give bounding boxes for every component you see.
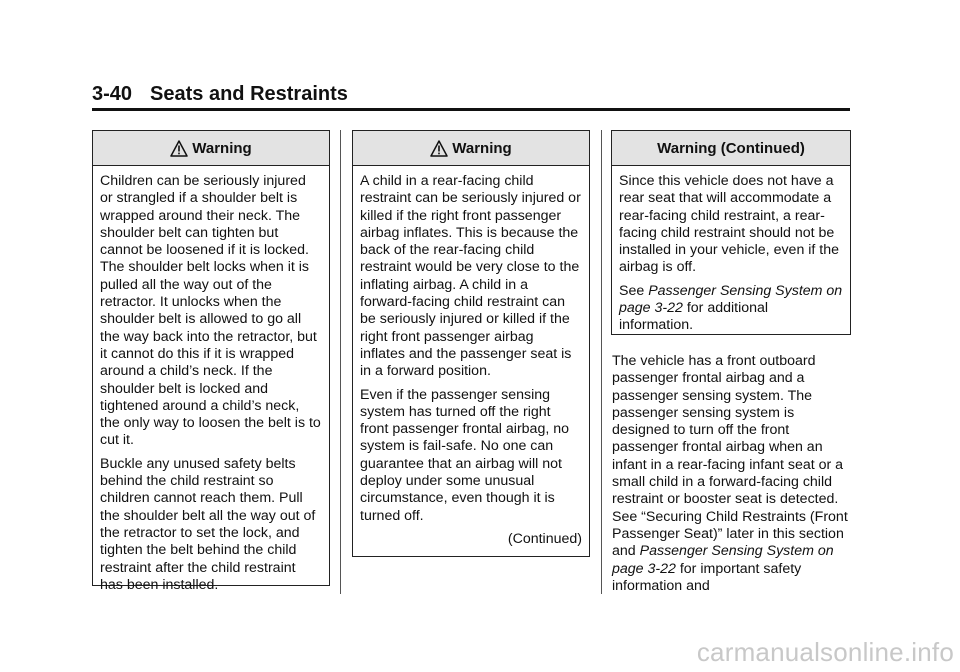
warning-1-paragraph-1: Children can be seriously injured or strangled if a shoulder belt is wrapped around their neck. The shoulder belt can tighten but cannot be loosened if it is locked. The shoulder belt locks when it is pulled all the way out of the retractor. It unlocks when the shoulder belt is allowed to go all the way back into the retractor, but it cannot do this if it is wrapped around a child’s neck. If the shoulder belt is locked and tightened around a child’s neck, the only way to loosen the belt is to cut it. [100,173,321,449]
body-text [612,353,852,595]
watermark: carmanualsonline.info [696,637,954,667]
warning-title-3: Warning (Continued) [657,139,805,157]
page-header [92,82,850,111]
warning-header-3 [612,131,850,166]
cross-reference-link[interactable]: Passenger Sensing System on page 3-22 [619,282,843,317]
reference-tail: for additional information. [619,300,769,334]
warning-3-paragraph-2 [619,283,843,335]
warning-title-1: Warning [192,139,252,157]
warning-2-paragraph-1: A child in a rear-facing child restraint can be seriously injured or killed if the right front passenger airbag inflates. This is because the back of the rear-facing child restraint would be very close to the inflating airbag. A child in a forward-facing child restraint can be seriously injured or killed if the right front passenger airbag inflates and the passenger seat is in a forward position. [360,173,581,380]
section-title: Seats and Restraints [150,83,348,105]
body-cross-reference-link[interactable]: Passenger Sensing System on page 3-22 [612,543,834,577]
warning-2-paragraph-2: Even if the passenger sensing system has turned off the right front passenger frontal airbag, no system is fail-safe. No one can guarantee that an airbag will not deploy under some unusual circumstance, even though it is turned off. [360,386,570,524]
body-paragraph [612,353,852,595]
warning-box-2 [352,130,590,557]
warning-box-1 [92,130,330,593]
body-text-2: for important safety information and [612,560,802,594]
warning-header-2 [353,131,589,166]
see-text: See [619,282,649,299]
warning-3-paragraph-1: Since this vehicle does not have a rear seat that will accommodate a rear-facing child restraint, a rear-facing child restraint should not be installed in your vehicle, even if the airbag is off. [619,173,840,276]
warning-1-paragraph-2: Buckle any unused safety belts behind the child restraint so children cannot reach them. Pull the shoulder belt all the way out of the retractor to set the lock, and tighten the belt behind the child restraint after the child restraint has been installed. [100,455,316,593]
body-text-1: The vehicle has a front outboard passenger frontal airbag and a passenger sensing system. The passenger sensing system is designed to turn off the front passenger frontal airbag when an infant in a rear-facing infant seat or a small child in a forward-facing child restraint or booster seat is detected. See “Securing Child Restraints (Front Passenger Seat)” later in this section and [612,353,848,560]
warning-triangle-icon [170,140,188,157]
warning-title-2: Warning [452,139,512,157]
column-divider-2 [601,130,602,594]
column-divider-1 [340,130,341,594]
warning-triangle-icon [430,140,448,157]
continued-label: (Continued) [507,530,582,547]
warning-header-1 [93,131,329,166]
page-number: 3-40 [92,83,133,105]
warning-box-3 [611,130,851,335]
